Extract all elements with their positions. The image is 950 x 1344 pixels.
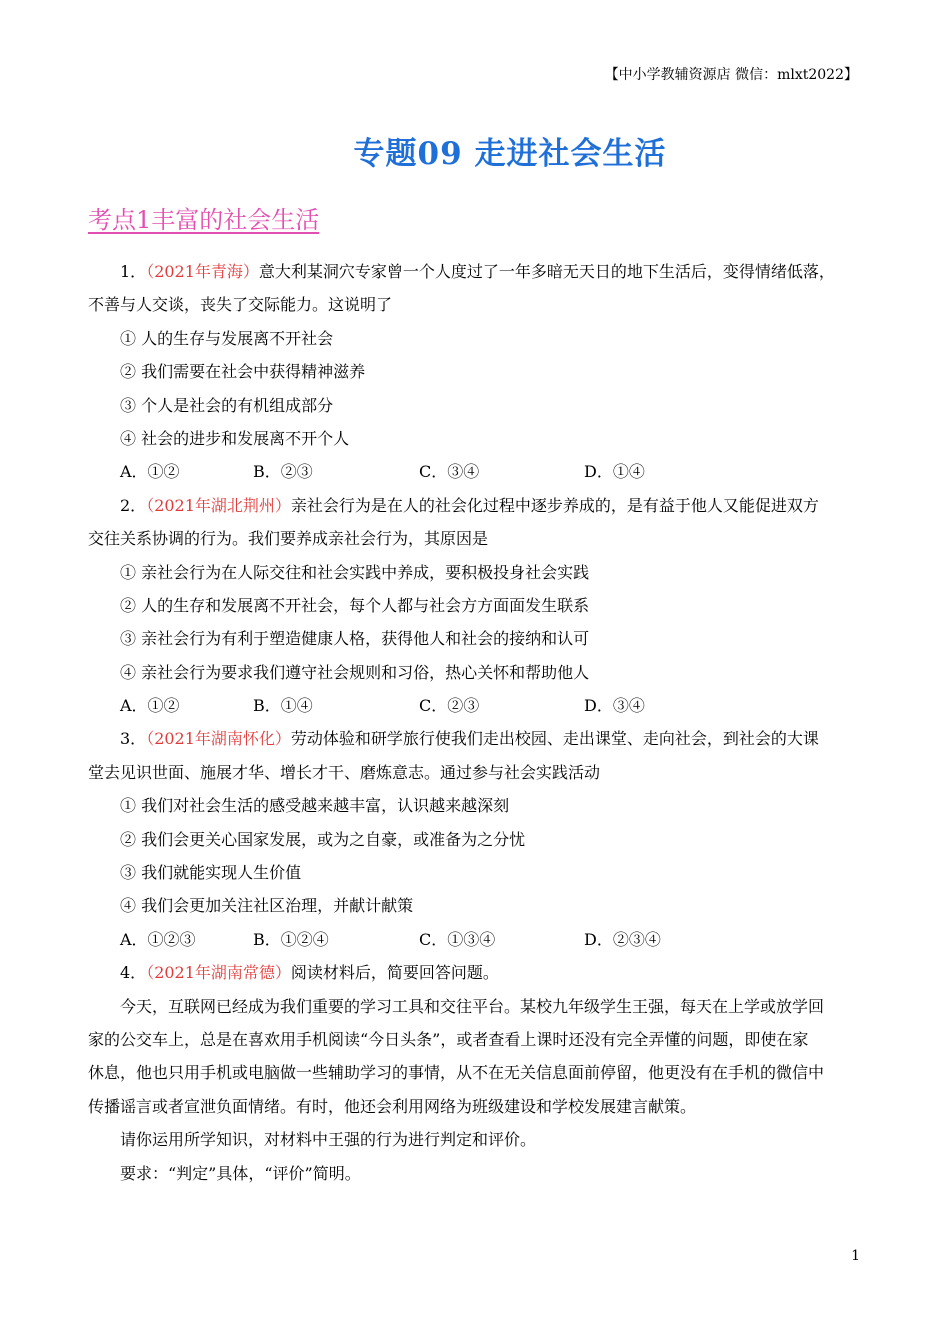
page-title: 专题09 走进社会生活 — [353, 136, 667, 172]
statement-item: ③ 我们就能实现人生价值 — [120, 863, 302, 883]
statement-item: ④ 亲社会行为要求我们遵守社会规则和习俗，热心关怀和帮助他人 — [120, 662, 590, 682]
option-b: B．②③ — [253, 462, 313, 482]
material-paragraph-continued: 家的公交车上，总是在喜欢用手机阅读“今日头条”，或者查看上课时还没有完全弄懂的问题，即使在家 — [88, 1029, 809, 1049]
question-2-stem — [88, 489, 860, 522]
option-d: D．②③④ — [584, 929, 661, 949]
answer-options — [88, 923, 860, 956]
statement-item: ① 人的生存与发展离不开社会 — [120, 328, 334, 348]
question-text-continued: 不善与人交谈，丧失了交际能力。这说明了 — [88, 295, 393, 315]
statement-item: ② 我们会更关心国家发展，或为之自豪，或准备为之分忧 — [120, 829, 526, 849]
task-requirement: 要求：“判定”具体，“评价”简明。 — [120, 1163, 361, 1183]
question-text: 亲社会行为是在人的社会化过程中逐步养成的，是有益于他人又能促进双方 — [290, 495, 819, 515]
question-source: （2021年青海） — [146, 262, 259, 281]
statement-item: ④ 我们会更加关注社区治理，并献计献策 — [120, 896, 414, 916]
question-text-continued: 堂去见识世面、施展才华、增长才干、磨炼意志。通过参与社会实践活动 — [88, 762, 601, 782]
questions-content — [88, 255, 860, 1190]
option-c: C．③④ — [419, 462, 480, 482]
question-3-stem — [88, 722, 860, 755]
material-paragraph-continued: 传播谣言或者宣泄负面情绪。有时，他还会利用网络为班级建设和学校发展建言献策。 — [88, 1096, 697, 1116]
question-4-stem — [88, 956, 860, 989]
material-paragraph: 今天，互联网已经成为我们重要的学习工具和交往平台。某校九年级学生王强，每天在上学或放学回 — [120, 996, 825, 1016]
question-source: （2021年湖北荆州） — [146, 495, 291, 515]
question-text: 劳动体验和研学旅行使我们走出校园、走出课堂、走向社会，到社会的大课 — [290, 729, 819, 749]
option-a: A．①② — [120, 462, 180, 482]
option-d: D．①④ — [584, 462, 645, 482]
question-number: 2． — [120, 495, 147, 515]
section-title: 考点1丰富的社会生活 — [88, 206, 320, 234]
statement-item: ④ 社会的进步和发展离不开个人 — [120, 428, 350, 448]
answer-options — [88, 689, 860, 722]
question-source: （2021年湖南常德） — [146, 963, 291, 983]
question-text: 阅读材料后，简要回答问题。 — [290, 963, 499, 983]
question-text: 意大利某洞穴专家曾一个人度过了一年多暗无天日的地下生活后，变得情绪低落， — [258, 262, 835, 281]
statement-item: ③ 亲社会行为有利于塑造健康人格，获得他人和社会的接纳和认可 — [120, 629, 590, 649]
material-paragraph-continued: 休息，他也只用手机或电脑做一些辅助学习的事情，从不在无关信息面前停留，他更没有在手机的微信中 — [88, 1063, 825, 1083]
statement-item: ① 我们对社会生活的感受越来越丰富，认识越来越深刻 — [120, 796, 510, 816]
question-number: 4． — [120, 963, 147, 983]
option-d: D．③④ — [584, 696, 645, 716]
statement-item: ① 亲社会行为在人际交往和社会实践中养成，要积极投身社会实践 — [120, 562, 590, 582]
option-b: B．①②④ — [253, 929, 329, 949]
question-1-stem — [88, 255, 860, 288]
question-number: 1． — [120, 262, 147, 281]
question-number: 3． — [120, 729, 147, 749]
answer-options — [88, 455, 860, 488]
statement-item: ② 我们需要在社会中获得精神滋养 — [120, 362, 366, 382]
question-source: （2021年湖南怀化） — [146, 729, 291, 749]
option-a: A．①② — [120, 696, 180, 716]
statement-item: ② 人的生存和发展离不开社会，每个人都与社会方方面面发生联系 — [120, 595, 590, 615]
option-b: B．①④ — [253, 696, 313, 716]
option-c: C．①③④ — [419, 929, 496, 949]
question-text-continued: 交往关系协调的行为。我们要养成亲社会行为，其原因是 — [88, 529, 489, 549]
option-a: A．①②③ — [120, 929, 196, 949]
task-instruction: 请你运用所学知识，对材料中王强的行为进行判定和评价。 — [120, 1130, 537, 1150]
page-number: 1 — [851, 1248, 860, 1264]
statement-item: ③ 个人是社会的有机组成部分 — [120, 395, 334, 415]
option-c: C．②③ — [419, 696, 480, 716]
header-note: 【中小学教辅资源店 微信：mlxt2022】 — [604, 67, 858, 83]
